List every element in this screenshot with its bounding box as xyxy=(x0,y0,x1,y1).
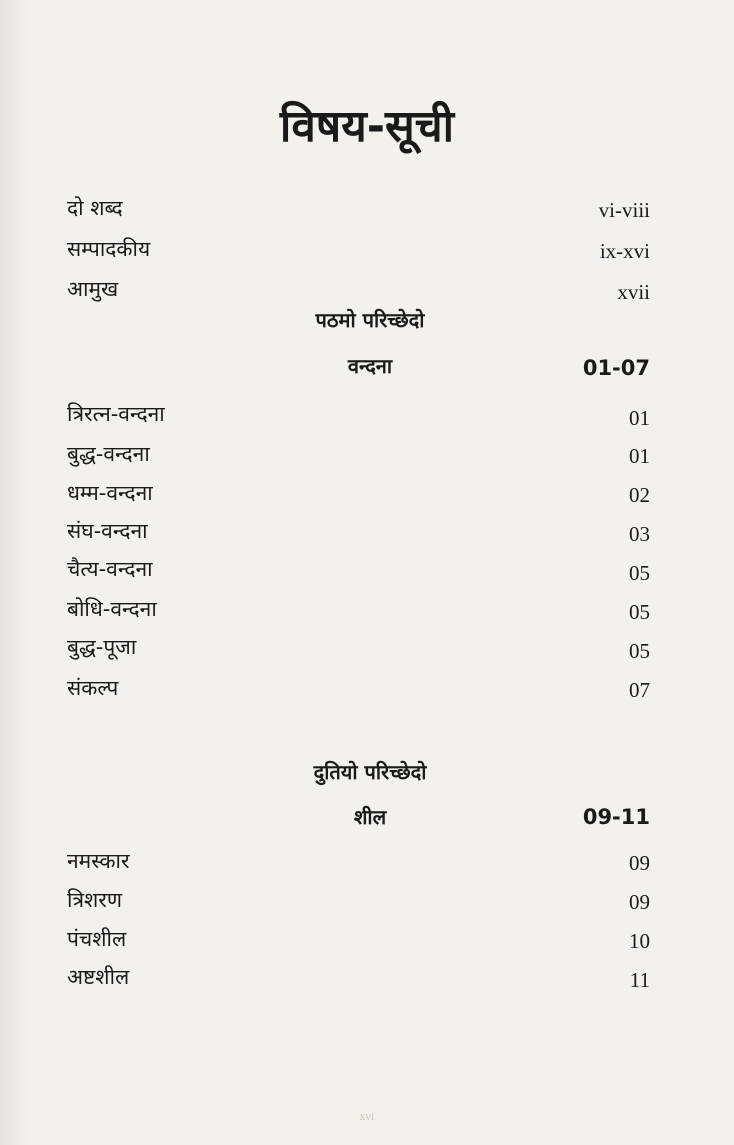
toc-entry-page: 10 xyxy=(629,929,650,953)
toc-entry-label: संकल्प xyxy=(67,676,119,700)
toc-entry-label: त्रिरत्न-वन्दना xyxy=(67,402,165,426)
toc-entry-page: 01 xyxy=(629,406,650,430)
section-page-range: 01-07 xyxy=(582,356,650,380)
section-subheading: वन्दना xyxy=(347,354,393,378)
toc-entry-page: 09 xyxy=(629,851,650,875)
toc-entry-label: संघ-वन्दना xyxy=(67,519,148,543)
toc-entry-page: ix-xvi xyxy=(599,239,650,263)
toc-entry-label: बुद्ध-वन्दना xyxy=(67,442,150,466)
page-number-footer: xvi xyxy=(359,1112,375,1123)
section-subheading: शील xyxy=(353,805,387,829)
toc-entry-label: बोधि-वन्दना xyxy=(67,597,157,621)
toc-entry-page: 03 xyxy=(629,522,650,546)
toc-entry-page: 02 xyxy=(629,483,650,507)
toc-entry-label: नमस्कार xyxy=(67,849,130,873)
section-heading: दुतियो परिच्छेदो xyxy=(313,760,427,784)
toc-entry-page: 11 xyxy=(629,968,650,992)
page-title: विषय-सूची xyxy=(279,101,455,152)
section-page-range: 09-11 xyxy=(582,805,650,829)
section-heading: पठमो परिच्छेदो xyxy=(315,308,425,332)
toc-entry-label: धम्म-वन्दना xyxy=(67,481,153,505)
toc-entry-label: पंचशील xyxy=(67,927,127,951)
toc-entry-page: 09 xyxy=(629,890,650,914)
toc-entry-page: 05 xyxy=(629,600,650,624)
toc-entry-page: 01 xyxy=(629,444,650,468)
toc-entry-label: अष्टशील xyxy=(67,965,130,989)
toc-entry-page: 05 xyxy=(629,561,650,585)
toc-entry-label: दो शब्द xyxy=(67,196,123,220)
toc-entry-page: vi-viii xyxy=(598,198,650,222)
page-gutter-shade xyxy=(0,0,30,1145)
toc-entry-label: त्रिशरण xyxy=(67,888,123,912)
toc-entry-label: आमुख xyxy=(67,277,119,301)
toc-entry-page: 05 xyxy=(629,639,650,663)
toc-entry-page: xvii xyxy=(617,280,650,304)
toc-entry-label: बुद्ध-पूजा xyxy=(67,635,137,659)
toc-entry-label: सम्पादकीय xyxy=(67,237,151,261)
toc-entry-page: 07 xyxy=(629,678,650,702)
toc-entry-label: चैत्य-वन्दना xyxy=(67,557,153,581)
